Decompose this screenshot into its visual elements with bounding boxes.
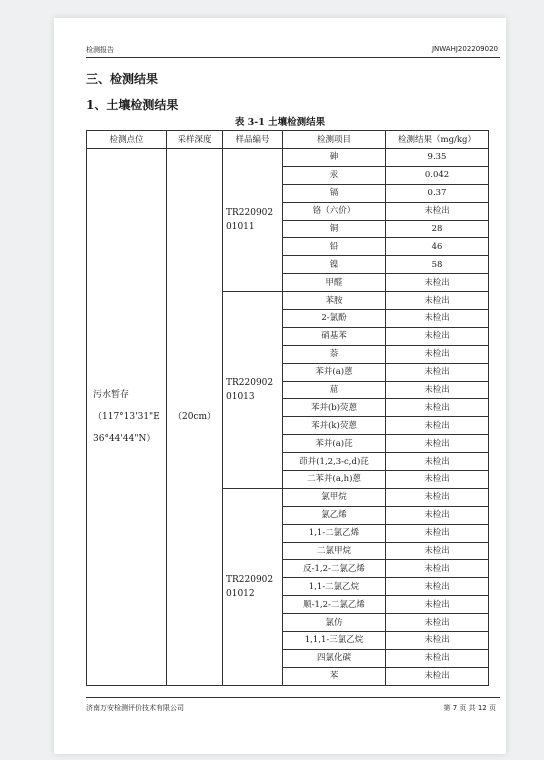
test-item-cell: 2-氯酚: [283, 310, 386, 328]
location-latitude: 36°44'44"N）: [93, 433, 156, 444]
test-item-cell: 氯甲烷: [283, 488, 386, 506]
col-header-test-item: 检测项目: [283, 131, 386, 149]
col-header-result: 检测结果（mg/kg）: [386, 131, 489, 149]
result-cell: 未检出: [386, 614, 489, 632]
test-item-cell: 苯并(a)芘: [283, 435, 386, 453]
test-item-cell: 硝基苯: [283, 327, 386, 345]
footer-company: 济南万安检测评价技术有限公司: [86, 704, 184, 712]
result-cell: 未检出: [386, 560, 489, 578]
test-item-cell: 铅: [283, 238, 386, 256]
footer-divider: [86, 697, 500, 698]
result-cell: 未检出: [386, 506, 489, 524]
header-report-number: JNWAHJ202209020: [431, 45, 498, 53]
test-item-cell: 1,1,1-三氯乙烷: [283, 632, 386, 650]
sample-code-line-1: TR220902: [226, 574, 274, 585]
col-header-location: 检测点位: [87, 131, 167, 149]
test-item-cell: 汞: [283, 166, 386, 184]
test-item-cell: 苯并(a)蒽: [283, 363, 386, 381]
result-cell: 46: [386, 238, 489, 256]
sample-code-line-1: TR220902: [226, 208, 274, 219]
result-cell: 未检出: [386, 632, 489, 650]
result-cell: 未检出: [386, 327, 489, 345]
report-page: [54, 18, 506, 754]
test-item-cell: 苯并(b)荧蒽: [283, 399, 386, 417]
test-item-cell: 二苯并(a,h)蒽: [283, 471, 386, 489]
result-cell: 未检出: [386, 542, 489, 560]
test-item-cell: 镉: [283, 184, 386, 202]
test-item-cell: 顺-1,2-二氯乙烯: [283, 596, 386, 614]
sample-code-cell: [223, 488, 283, 685]
test-item-cell: 苯: [283, 667, 386, 685]
test-item-cell: 苯胺: [283, 292, 386, 310]
result-cell: 未检出: [386, 596, 489, 614]
sample-code-line-2: 01013: [226, 392, 255, 403]
test-item-cell: 铬（六价）: [283, 202, 386, 220]
soil-results-table: [86, 130, 489, 686]
section-title: 三、检测结果: [86, 72, 159, 86]
result-cell: 未检出: [386, 649, 489, 667]
header-divider: [86, 57, 500, 58]
result-cell: 28: [386, 220, 489, 238]
result-cell: 未检出: [386, 292, 489, 310]
test-item-cell: 反-1,2-二氯乙烯: [283, 560, 386, 578]
result-cell: 未检出: [386, 488, 489, 506]
result-cell: 未检出: [386, 345, 489, 363]
test-item-cell: 萘: [283, 345, 386, 363]
test-item-cell: 苯并(k)荧蒽: [283, 417, 386, 435]
test-item-cell: 氯仿: [283, 614, 386, 632]
location-cell: [87, 149, 167, 686]
col-header-depth: 采样深度: [167, 131, 223, 149]
test-item-cell: 甲醛: [283, 274, 386, 292]
sample-code-cell: [223, 149, 283, 292]
table-body: [87, 149, 489, 686]
result-cell: 未检出: [386, 453, 489, 471]
sample-code-line-1: TR220902: [226, 378, 274, 389]
depth-cell: （20cm）: [167, 149, 223, 686]
result-cell: 未检出: [386, 381, 489, 399]
result-cell: 未检出: [386, 417, 489, 435]
result-cell: 未检出: [386, 202, 489, 220]
result-cell: 0.042: [386, 166, 489, 184]
test-item-cell: 镍: [283, 256, 386, 274]
test-item-cell: 氯乙烯: [283, 506, 386, 524]
result-cell: 0.37: [386, 184, 489, 202]
test-item-cell: 砷: [283, 149, 386, 167]
location-longitude: （117°13'31"E: [93, 411, 160, 422]
result-cell: 未检出: [386, 435, 489, 453]
result-cell: 未检出: [386, 310, 489, 328]
sample-code-cell: [223, 292, 283, 489]
col-header-sample-code: 样品编号: [223, 131, 283, 149]
footer-page-number: 第 7 页 共 12 页: [443, 704, 496, 712]
test-item-cell: 茚并(1,2,3-c,d)芘: [283, 453, 386, 471]
table-header-row: [87, 131, 489, 149]
sample-code-line-2: 01011: [226, 222, 255, 233]
location-name: 污水暂存: [93, 389, 130, 400]
result-cell: 未检出: [386, 274, 489, 292]
result-cell: 9.35: [386, 149, 489, 167]
test-item-cell: 1,1-二氯乙烷: [283, 578, 386, 596]
result-cell: 未检出: [386, 363, 489, 381]
subsection-title: 1、土壤检测结果: [86, 98, 179, 112]
result-cell: 未检出: [386, 524, 489, 542]
test-item-cell: 1,1-二氯乙烯: [283, 524, 386, 542]
test-item-cell: 二氯甲烷: [283, 542, 386, 560]
test-item-cell: 铜: [283, 220, 386, 238]
result-cell: 58: [386, 256, 489, 274]
result-cell: 未检出: [386, 578, 489, 596]
result-cell: 未检出: [386, 471, 489, 489]
sample-code-line-2: 01012: [226, 588, 255, 599]
test-item-cell: 䓛: [283, 381, 386, 399]
table-caption: 表 3-1 土壤检测结果: [234, 117, 326, 128]
header-report-label: 检测报告: [86, 46, 114, 54]
table-row: [87, 149, 489, 167]
result-cell: 未检出: [386, 667, 489, 685]
test-item-cell: 四氯化碳: [283, 649, 386, 667]
result-cell: 未检出: [386, 399, 489, 417]
